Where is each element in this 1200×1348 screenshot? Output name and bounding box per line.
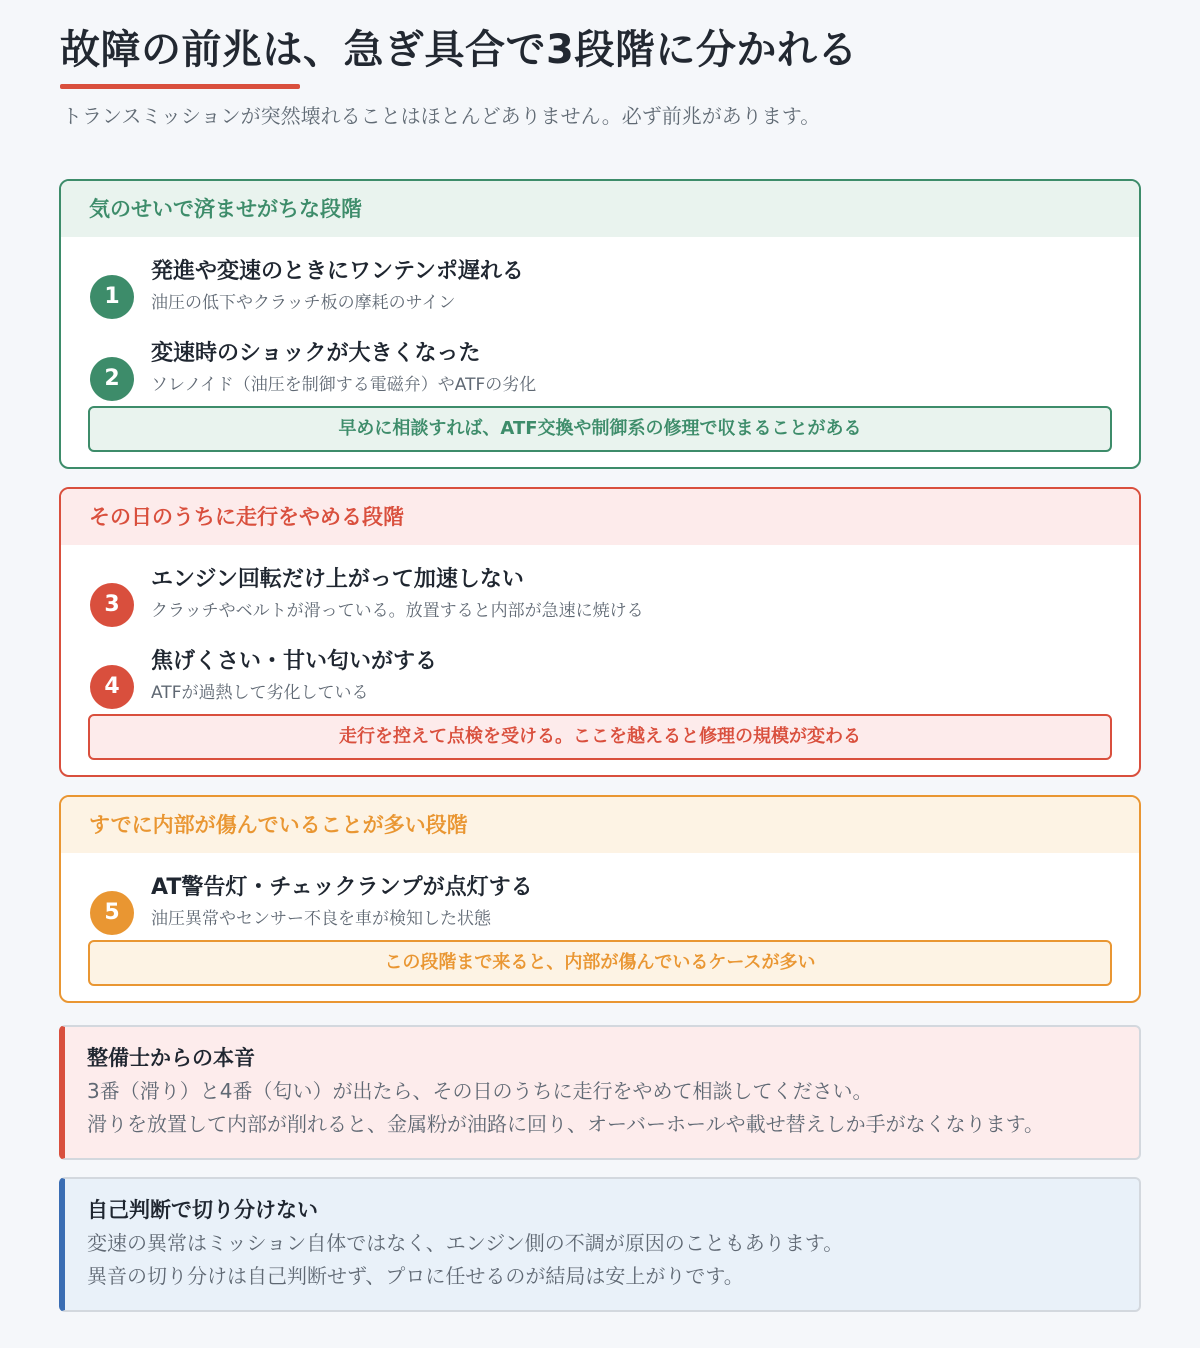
symptom-title: 変速時のショックが大きくなった xyxy=(151,341,481,366)
note-text-line: 変速の異常はミッション自体ではなく、エンジン側の不調が原因のこともあります。 xyxy=(87,1231,844,1255)
symptom-title: エンジン回転だけ上がって加速しない xyxy=(151,567,524,592)
symptom-item xyxy=(89,337,1111,407)
symptom-title: AT警告灯・チェックランプが点灯する xyxy=(151,875,533,900)
symptom-title: 焦げくさい・甘い匂いがする xyxy=(151,649,438,674)
symptom-description: ATFが過熱して劣化している xyxy=(151,683,369,703)
symptom-number-badge: 1 xyxy=(90,275,134,319)
symptom-title: 発進や変速のときにワンテンポ遅れる xyxy=(151,259,524,284)
note-title: 自己判断で切り分けない xyxy=(87,1198,318,1222)
symptom-number-badge: 4 xyxy=(90,665,134,709)
symptom-item xyxy=(89,255,1111,325)
stage-card-early xyxy=(59,179,1141,469)
note-text-line: 滑りを放置して内部が削れると、金属粉が油路に回り、オーバーホールや載せ替えしか手がなくなります。 xyxy=(87,1112,1044,1136)
mechanic-note-box xyxy=(59,1025,1141,1160)
symptom-number-badge: 3 xyxy=(90,583,134,627)
page-subtitle: トランスミッションが突然壊れることはほとんどありません。必ず前兆があります。 xyxy=(62,104,821,128)
stage-card-damaged xyxy=(59,795,1141,1003)
note-text-line: 異音の切り分けは自己判断せず、プロに任せるのが結局は安上がりです。 xyxy=(87,1264,744,1288)
note-text-line: 3番（滑り）と4番（匂い）が出たら、その日のうちに走行をやめて相談してください。 xyxy=(87,1079,873,1103)
stage-card-urgent xyxy=(59,487,1141,777)
symptom-description: クラッチやベルトが滑っている。放置すると内部が急速に焼ける xyxy=(151,601,644,621)
symptom-description: ソレノイド（油圧を制御する電磁弁）やATFの劣化 xyxy=(151,375,537,395)
symptom-item xyxy=(89,871,1111,941)
symptom-item xyxy=(89,645,1111,715)
stage-heading: 気のせいで済ませがちな段階 xyxy=(61,181,1139,237)
stage-heading: すでに内部が傷んでいることが多い段階 xyxy=(61,797,1139,853)
title-underline xyxy=(60,84,300,89)
note-title: 整備士からの本音 xyxy=(87,1046,255,1070)
stage-advice-box: この段階まで来ると、内部が傷んでいるケースが多い xyxy=(88,940,1112,986)
symptom-number-badge: 5 xyxy=(90,891,134,935)
symptom-description: 油圧の低下やクラッチ板の摩耗のサイン xyxy=(151,293,456,313)
symptom-description: 油圧異常やセンサー不良を車が検知した状態 xyxy=(151,909,491,929)
page-title: 故障の前兆は、急ぎ具合で3段階に分かれる xyxy=(60,27,858,73)
symptom-number-badge: 2 xyxy=(90,357,134,401)
stage-advice-box: 早めに相談すれば、ATF交換や制御系の修理で収まることがある xyxy=(88,406,1112,452)
symptom-item xyxy=(89,563,1111,633)
self-diagnosis-note-box xyxy=(59,1177,1141,1312)
stage-heading: その日のうちに走行をやめる段階 xyxy=(61,489,1139,545)
stage-advice-box: 走行を控えて点検を受ける。ここを越えると修理の規模が変わる xyxy=(88,714,1112,760)
